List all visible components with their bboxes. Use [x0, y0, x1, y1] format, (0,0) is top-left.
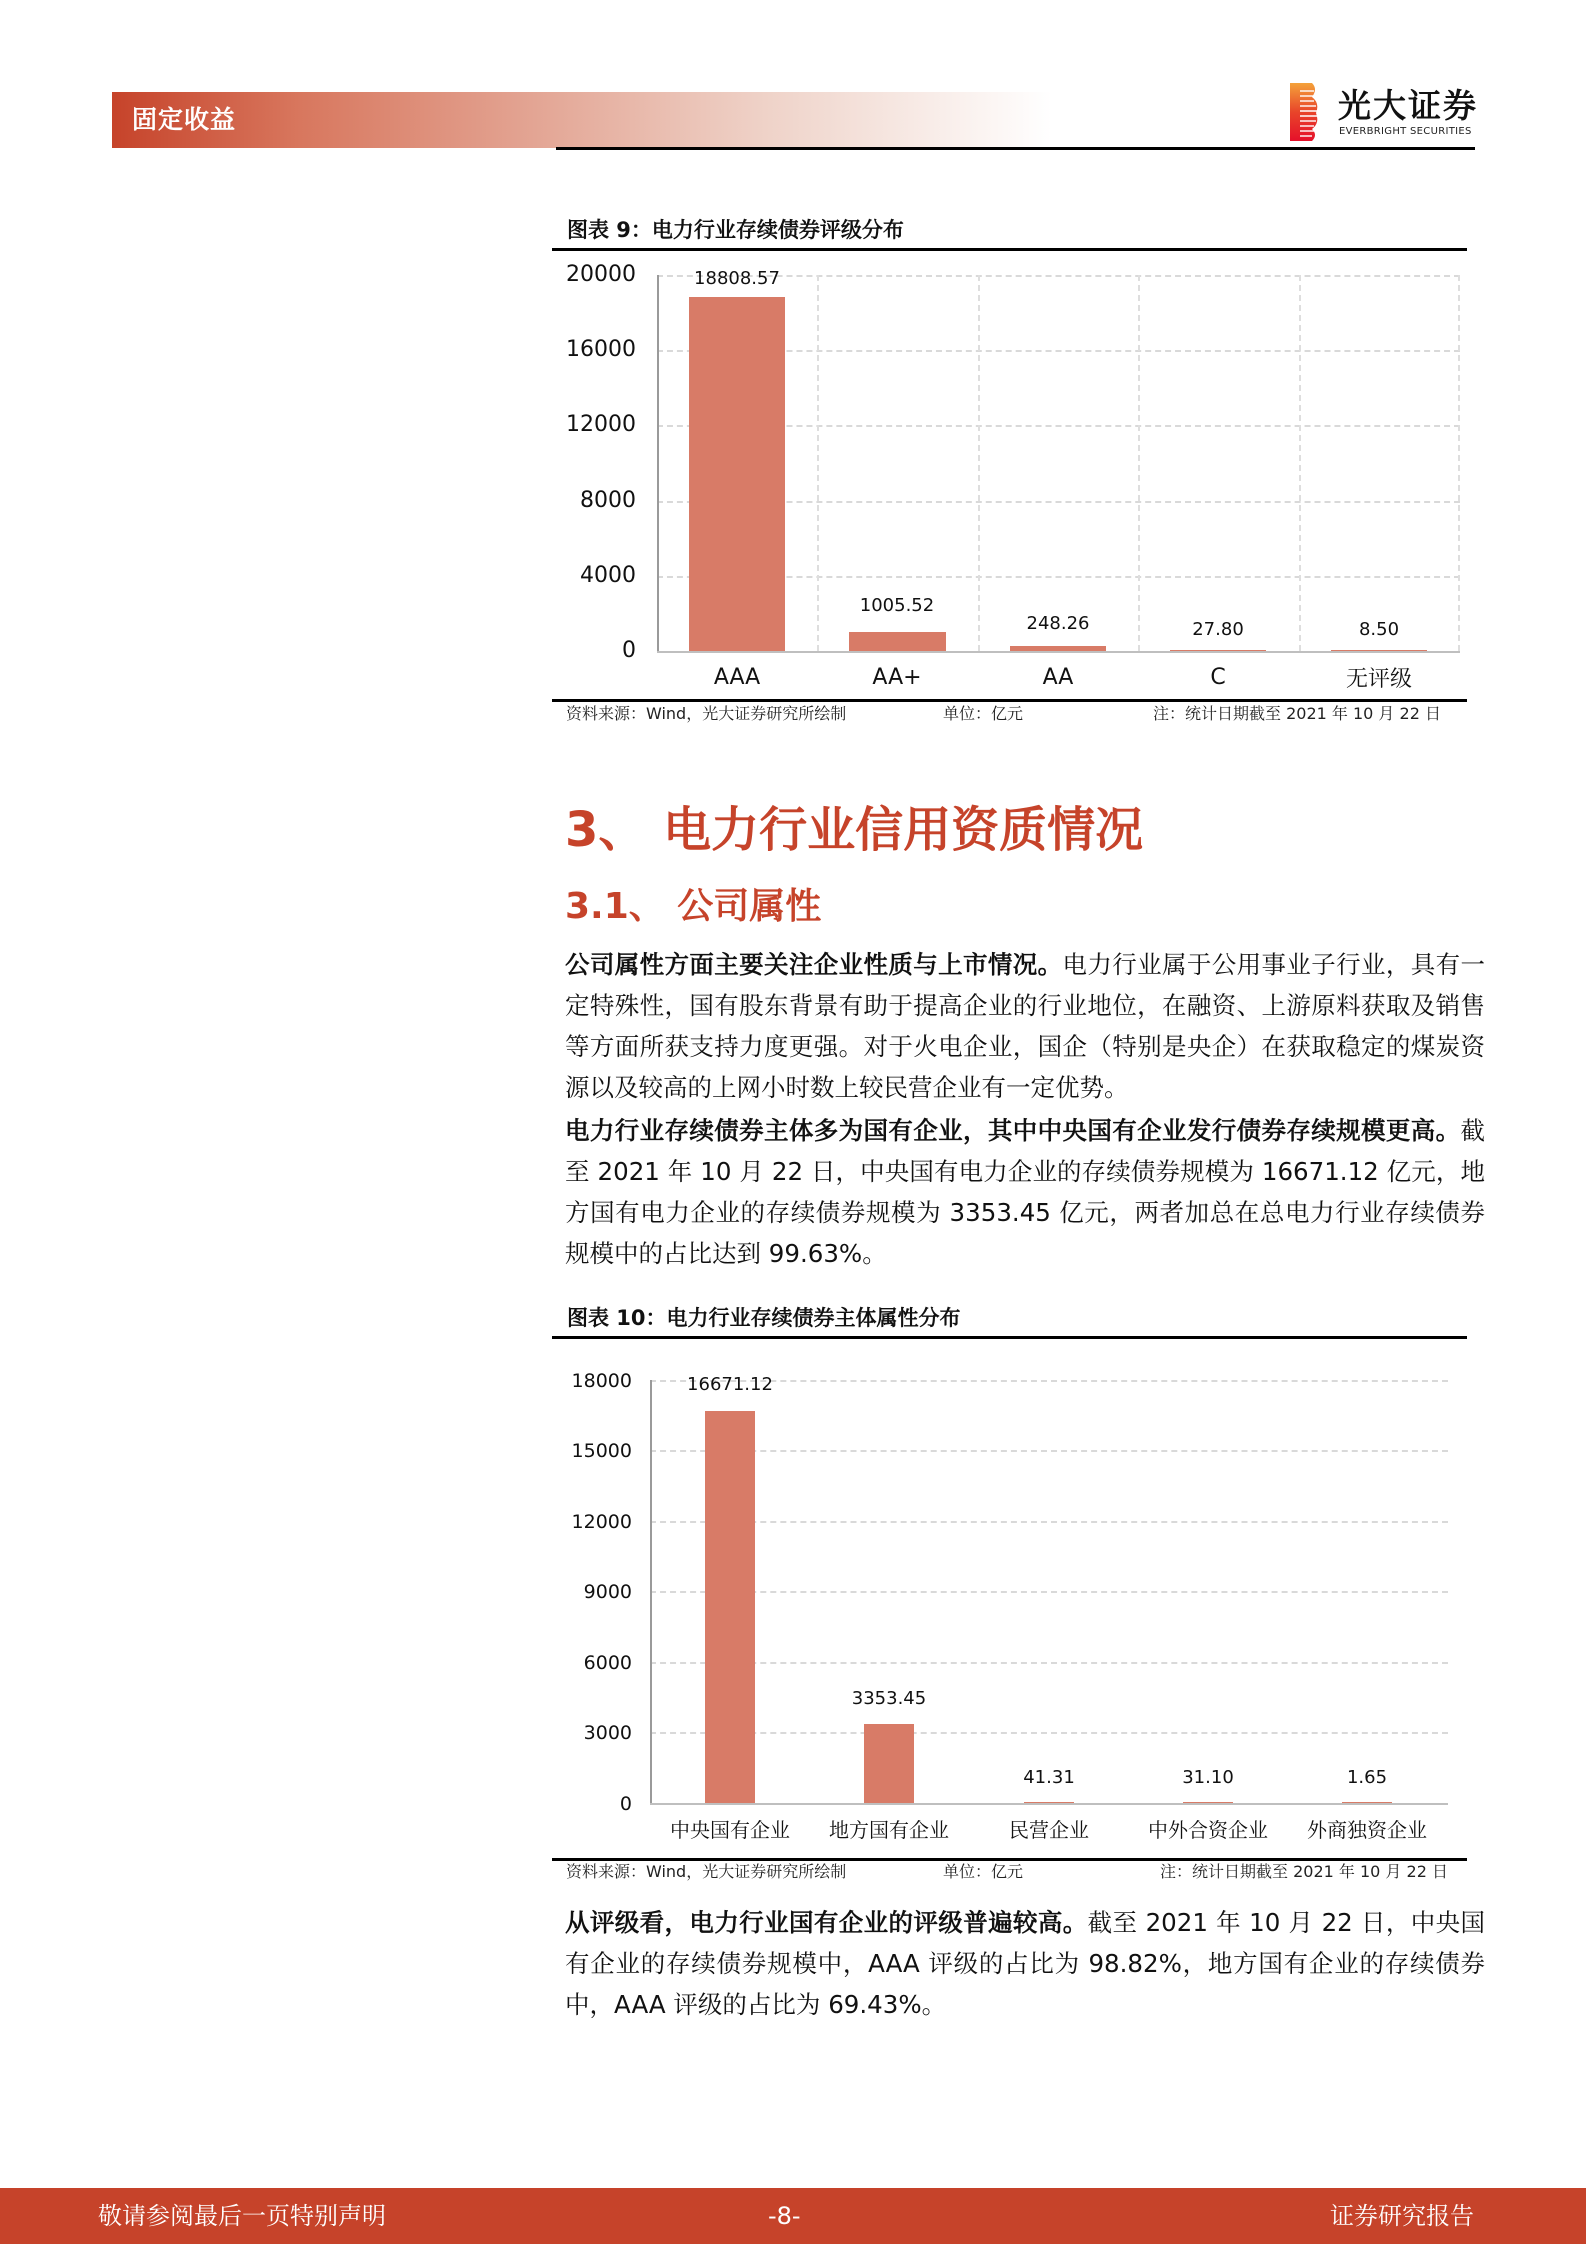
footer-doc-type: 证券研究报告 [1330, 2202, 1474, 2230]
paragraph-body: 截至 2021 年 10 月 22 日，中央国有电力企业的存续债券规模为 16671.12 亿元，地方国有电力企业的存续债券规模为 3353.45 亿元，两者加总在总电力行业存续债券规模中的占比达到 99.63%。 [565, 1116, 1485, 1268]
paragraph-2 [565, 1110, 1485, 1274]
y-axis [657, 275, 659, 651]
paragraph-lead: 电力行业存续债券主体多为国有企业，其中中央国有企业发行债券存续规模更高。 [565, 1116, 1461, 1145]
figure10-unit: 单位：亿元 [943, 1862, 1024, 1881]
section-heading: 3、 电力行业信用资质情况 [565, 802, 1144, 858]
value-label: 41.31 [1023, 1767, 1075, 1788]
paragraph-lead: 从评级看，电力行业国有企业的评级普遍较高。 [565, 1908, 1088, 1937]
x-label: 中外合资企业 [1148, 1818, 1268, 1842]
figure10-title: 图表 10：电力行业存续债券主体属性分布 [567, 1306, 961, 1330]
bar-central-soe [705, 1411, 755, 1803]
figure9-note: 注：统计日期截至 2021 年 10 月 22 日 [1153, 704, 1441, 723]
figure9-bottom-rule [552, 699, 1467, 702]
y-tick: 18000 [571, 1370, 632, 1392]
value-label: 16671.12 [687, 1374, 773, 1395]
gridline [650, 1662, 1448, 1664]
paragraph-lead: 公司属性方面主要关注企业性质与上市情况。 [565, 950, 1063, 979]
value-label: 3353.45 [851, 1688, 927, 1709]
figure10-top-rule [552, 1336, 1467, 1339]
y-tick: 20000 [566, 262, 636, 287]
value-label: 18808.57 [694, 268, 780, 289]
value-label: 248.26 [1026, 613, 1090, 634]
gridline [650, 1732, 1448, 1734]
y-axis [650, 1380, 652, 1803]
x-axis [657, 651, 1460, 653]
figure10-bottom-rule [552, 1858, 1467, 1861]
y-tick: 9000 [583, 1581, 632, 1603]
bar-C [1170, 650, 1266, 651]
value-label: 1005.52 [859, 595, 935, 616]
y-tick: 8000 [580, 488, 636, 513]
value-label: 8.50 [1358, 619, 1400, 640]
x-label: AA+ [872, 665, 922, 690]
y-tick: 16000 [566, 337, 636, 362]
gridline-vertical [817, 275, 819, 651]
y-tick: 0 [619, 1793, 632, 1815]
paragraph-body: 电力行业属于公用事业子行业，具有一定特殊性，国有股东背景有助于提高企业的行业地位，在融资、上游原料获取及销售等方面所获支持力度更强。对于火电企业，国企（特别是央企）在获取稳定的煤炭资源以及较高的上网小时数上较民营企业有一定优势。 [565, 950, 1485, 1102]
page-number: -8- [768, 2202, 801, 2230]
figure9-top-rule [552, 248, 1467, 251]
header-band [112, 92, 1052, 148]
figure10-note: 注：统计日期截至 2021 年 10 月 22 日 [1160, 1862, 1448, 1881]
y-tick: 4000 [580, 563, 636, 588]
figure9-unit: 单位：亿元 [943, 704, 1024, 723]
bar-AAA [689, 297, 785, 651]
paragraph-3 [565, 1902, 1485, 2025]
gridline-vertical [1458, 275, 1460, 651]
x-label: 地方国有企业 [829, 1818, 949, 1842]
logo-text-en: EVERBRIGHT SECURITIES [1339, 126, 1472, 137]
paragraph-body: 截至 2021 年 10 月 22 日，中央国有企业的存续债券规模中，AAA 评级的占比为 98.82%，地方国有企业的存续债券中，AAA 评级的占比为 69.43%。 [565, 1908, 1485, 2019]
bar-jv [1183, 1802, 1233, 1803]
bar-private [1024, 1802, 1074, 1803]
x-label: C [1210, 665, 1226, 690]
x-label: 外商独资企业 [1307, 1818, 1427, 1842]
y-tick: 12000 [571, 1511, 632, 1533]
gridline [650, 1450, 1448, 1452]
subsection-heading: 3.1、 公司属性 [565, 886, 822, 927]
y-tick: 0 [622, 638, 636, 663]
section-label: 固定收益 [132, 105, 237, 134]
x-label: AA [1042, 665, 1074, 690]
value-label: 31.10 [1182, 1767, 1234, 1788]
x-axis [650, 1803, 1448, 1805]
bar-foreign [1342, 1802, 1392, 1803]
y-tick: 12000 [566, 412, 636, 437]
x-label: 民营企业 [1009, 1818, 1089, 1842]
figure10-source: 资料来源：Wind，光大证券研究所绘制 [566, 1862, 847, 1881]
y-tick: 3000 [583, 1722, 632, 1744]
figure9-source: 资料来源：Wind，光大证券研究所绘制 [566, 704, 847, 723]
gridline-vertical [1138, 275, 1140, 651]
gridline [650, 1591, 1448, 1593]
figure9-title: 图表 9：电力行业存续债券评级分布 [567, 218, 904, 242]
logo-text-cn: 光大证券 [1338, 86, 1478, 125]
bar-unrated [1331, 650, 1427, 651]
footer-disclaimer: 敬请参阅最后一页特别声明 [98, 2202, 386, 2230]
paragraph-1 [565, 944, 1485, 1108]
gridline-vertical [978, 275, 980, 651]
y-tick: 15000 [571, 1440, 632, 1462]
header-rule [556, 147, 1475, 150]
value-label: 27.80 [1192, 619, 1244, 640]
value-label: 1.65 [1346, 1767, 1388, 1788]
x-label: 无评级 [1345, 667, 1412, 692]
everbright-logo-icon [1290, 83, 1320, 141]
gridline [650, 1521, 1448, 1523]
bar-AA [1010, 646, 1106, 651]
y-tick: 6000 [583, 1652, 632, 1674]
x-label: AAA [713, 665, 761, 690]
figure9-plot [657, 268, 1460, 651]
gridline-vertical [1299, 275, 1301, 651]
bar-AA-plus [849, 632, 946, 651]
bar-local-soe [864, 1724, 914, 1803]
x-label: 中央国有企业 [670, 1818, 790, 1842]
figure10-plot [650, 1374, 1448, 1803]
